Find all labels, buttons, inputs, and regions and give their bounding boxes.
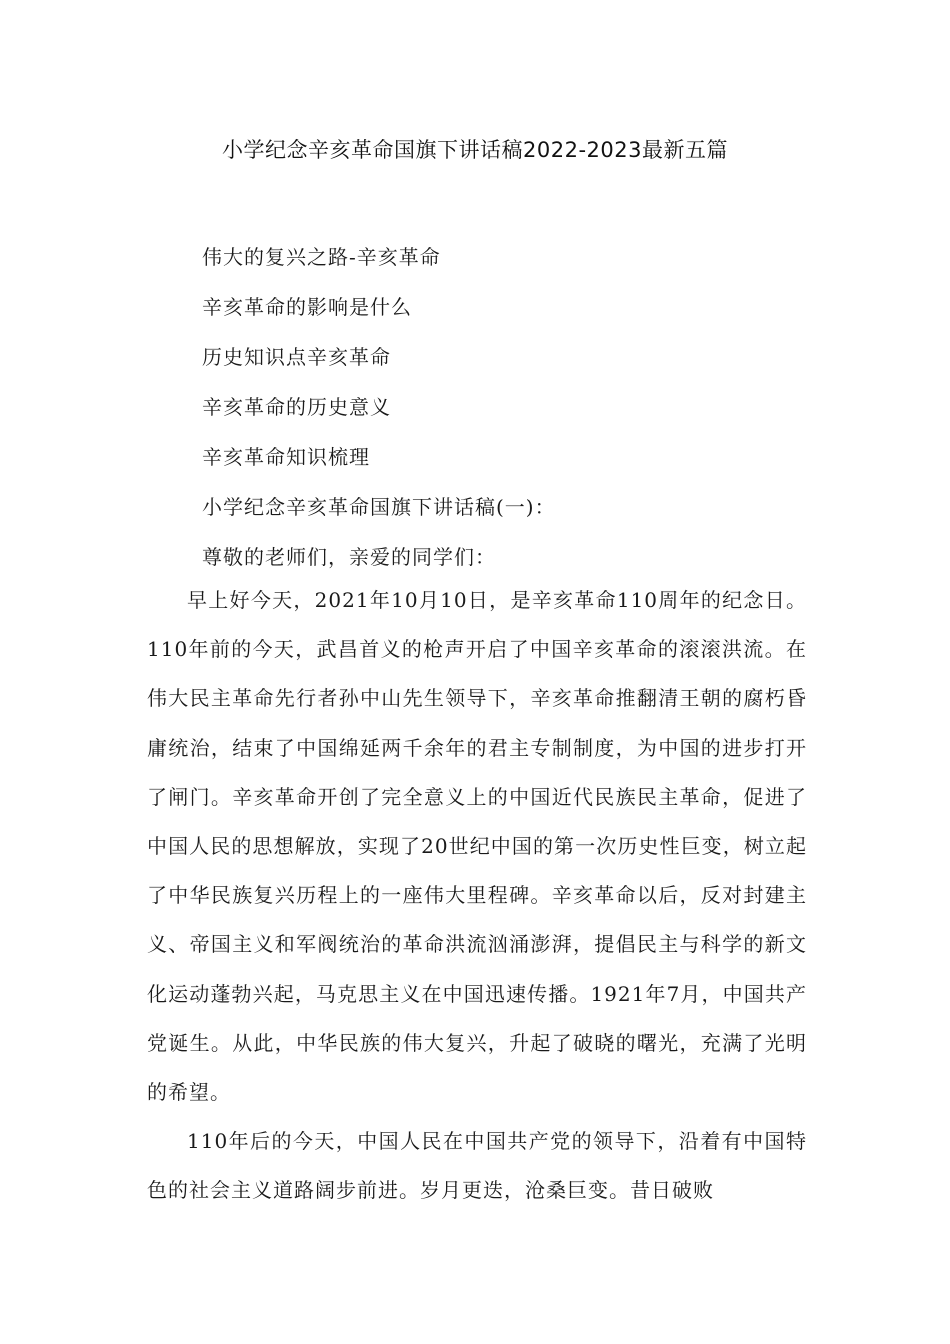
intro-line: 辛亥革命知识梳理 (202, 445, 370, 469)
intro-line: 伟大的复兴之路-辛亥革命 (202, 245, 441, 269)
document-title: 小学纪念辛亥革命国旗下讲话稿2022-2023最新五篇 (222, 138, 728, 162)
intro-lines (202, 232, 556, 582)
section-heading: 小学纪念辛亥革命国旗下讲话稿(一)： (202, 495, 556, 519)
document-body (147, 576, 807, 1216)
intro-line: 辛亥革命的影响是什么 (202, 295, 412, 319)
salutation: 尊敬的老师们，亲爱的同学们： (202, 545, 496, 569)
body-paragraph: 早上好今天，2021年10月10日，是辛亥革命110周年的纪念日。110年前的今天，武昌首义的枪声开启了中国辛亥革命的滚滚洪流。在伟大民主革命先行者孙中山先生领导下，辛亥革命推翻清王朝的腐朽昏庸统治，结束了中国绵延两千余年的君主专制制度，为中国的进步打开了闸门。辛亥革命开创了完全意义上的中国近代民族民主革命，促进了中国人民的思想解放，实现了20世纪中国的第一次历史性巨变，树立起了中华民族复兴历程上的一座伟大里程碑。辛亥革命以后，反对封建主义、帝国主义和军阀统治的革命洪流汹涌澎湃，提倡民主与科学的新文化运动蓬勃兴起，马克思主义在中国迅速传播。1921年7月，中国共产党诞生。从此，中华民族的伟大复兴，升起了破晓的曙光，充满了光明的希望。 (147, 588, 807, 1105)
intro-line: 辛亥革命的历史意义 (202, 395, 391, 419)
body-paragraph: 110年后的今天，中国人民在中国共产党的领导下，沿着有中国特色的社会主义道路阔步前进。岁月更迭，沧桑巨变。昔日破败 (147, 1129, 807, 1203)
intro-line: 历史知识点辛亥革命 (202, 345, 391, 369)
